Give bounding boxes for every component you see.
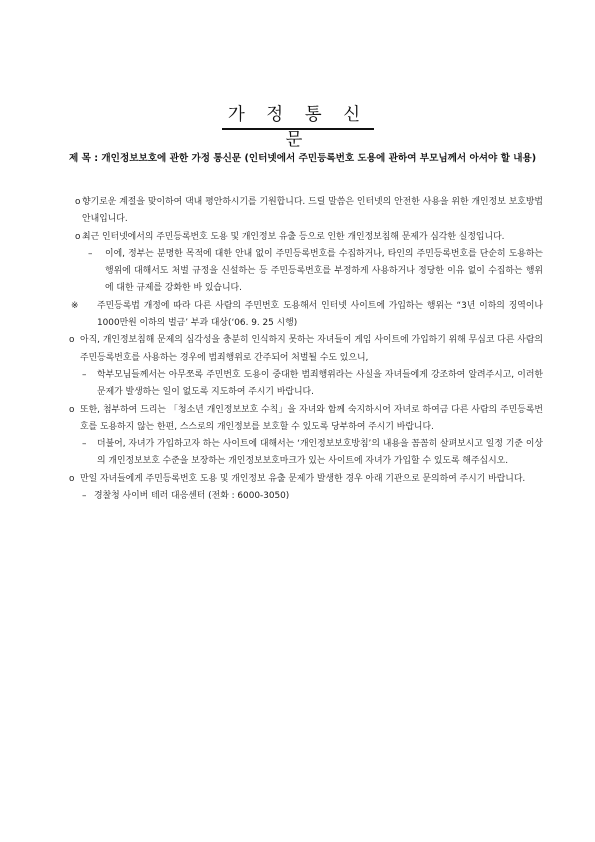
- paragraph-problem: [69, 229, 543, 246]
- subject-label: 제 목 :: [69, 153, 99, 164]
- document-title: 가 정 통 신 문: [227, 105, 369, 150]
- paragraph-text: 이에, 정부는 분명한 목적에 대한 안내 없이 주민등록번호를 수집하거나, 타인의 주민등록번호를 단순히 도용하는 행위에 대해서도 처벌 규정을 신설하는 등 주민등록번호를 부정하게 사용하거나 정당한 이유 없이 수집하는 행위에 대한 규제를 강화한 바 있습니다.: [105, 248, 543, 294]
- paragraph-text: 향기로운 계절을 맞이하여 댁내 평안하시기를 기원합니다. 드릴 말씀은 인터넷의 안전한 사용을 위한 개인정보 보호방법 안내입니다.: [82, 197, 543, 225]
- bullet-mark: o: [69, 335, 75, 346]
- paragraph-text: 만일 자녀들에게 주민등록번호 도용 및 개인정보 유출 문제가 발생한 경우 아래 기관으로 문의하여 주시기 바랍니다.: [80, 473, 526, 484]
- paragraph-text: 학부모님들께서는 아무쪼록 주민번호 도용이 중대한 범죄행위라는 사실을 자녀들에게 강조하여 알려주시고, 이러한 문제가 발생하는 일이 없도록 지도하여 주시기 바랍니다.: [97, 369, 543, 398]
- paragraph-contact: [69, 471, 543, 488]
- paragraph-text: 더불어, 자녀가 가입하고자 하는 사이트에 대해서는 ‘개인정보보호방침’의 내용을 꼼꼼히 살펴보시고 일정 기준 이상의 개인정보보호 수준을 보장하는 개인정보보호마크가 있는 사이트에 자녀가 가입할 수 있도록 해주십시오.: [97, 439, 543, 467]
- dash-mark: –: [88, 248, 93, 259]
- paragraph-privacy-mark: [69, 436, 543, 471]
- paragraph-police-center: [69, 488, 543, 505]
- paragraph-text: 아직, 개인정보침해 문제의 심각성을 충분히 인식하지 못하는 자녀들이 게임 사이트에 가입하기 위해 무심코 다른 사람의 주민등록번호를 사용하는 경우에 범죄행위로 간주되어 처벌될 수도 있으니,: [80, 335, 543, 363]
- paragraph-text: 최근 인터넷에서의 주민등록번호 도용 및 개인정보 유출 등으로 인한 개인정보침해 문제가 심각한 실정입니다.: [82, 231, 505, 242]
- bullet-mark: o: [69, 473, 75, 484]
- paragraph-greeting: [69, 194, 543, 229]
- paragraph-children: [69, 332, 543, 367]
- dash-mark: –: [82, 491, 87, 502]
- note-mark: ※: [71, 300, 79, 311]
- paragraph-parents: [69, 367, 543, 402]
- paragraph-text: 주민등록법 개정에 따라 다른 사람의 주민번호 도용해서 인터넷 사이트에 가입하는 행위는 “3년 이하의 징역이나 1000만원 이하의 벌금’ 부과 대상(‘06. 9. 25 시행): [97, 300, 543, 329]
- paragraph-law-note: [69, 298, 543, 333]
- bullet-mark: o: [75, 197, 81, 207]
- paragraph-government: [69, 246, 543, 298]
- dash-mark: –: [82, 369, 87, 380]
- title-underline: [222, 128, 374, 130]
- paragraph-text: 또한, 첨부하여 드리는 「청소년 개인정보보호 수칙」을 자녀와 함께 숙지하시어 자녀로 하여금 다른 사람의 주민등록번호를 도용하지 않는 한편, 스스로의 개인정보를 보호할 수 있도록 당부하여 주시기 바랍니다.: [80, 404, 543, 432]
- subject-text: 개인정보보호에 관한 가정 통신문 (인터넷에서 주민등록번호 도용에 관하여 부모님께서 아셔야 할 내용): [101, 153, 537, 164]
- bullet-mark: o: [69, 404, 75, 415]
- bullet-mark: o: [75, 231, 81, 242]
- paragraph-text: 경찰청 사이버 테러 대응센터 (전화 : 6000-3050): [94, 491, 290, 502]
- subject-line: [69, 150, 539, 167]
- dash-mark: –: [82, 439, 87, 450]
- paragraph-rules: [69, 402, 543, 437]
- document-body: [69, 194, 543, 505]
